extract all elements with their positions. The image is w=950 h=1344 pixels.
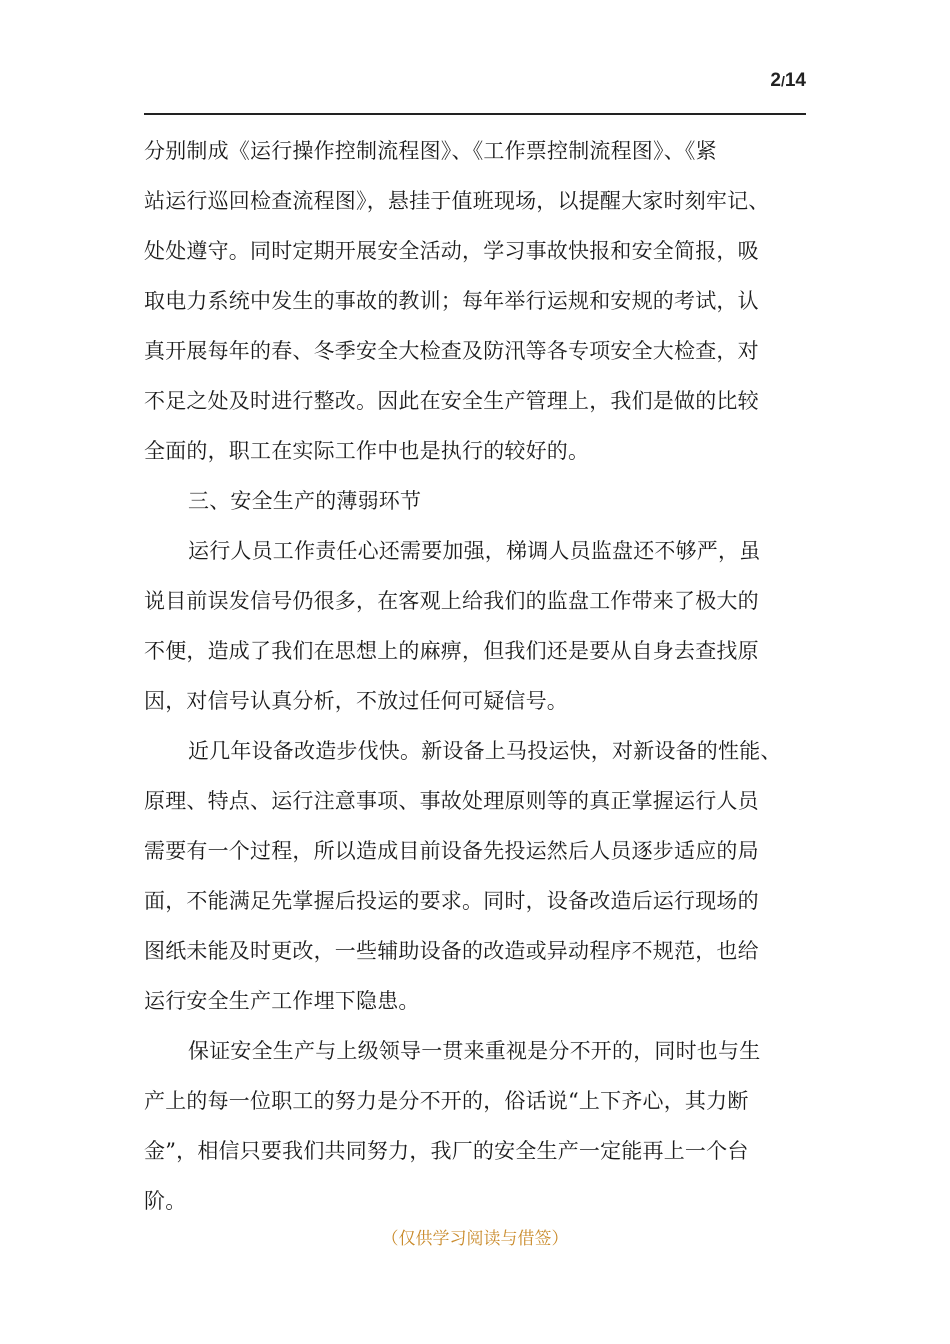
body-line: 阶。 [144,1189,187,1213]
body-line: 真开展每年的春、冬季安全大检查及防汛等各专项安全大检查，对 [144,339,759,363]
document-body [144,126,824,1226]
body-line: 因，对信号认真分析，不放过任何可疑信号。 [144,689,568,713]
section-heading: 三、安全生产的薄弱环节 [188,489,422,513]
body-line: 站运行巡回检查流程图》，悬挂于值班现场，以提醒大家时刻牢记、 [144,189,770,213]
body-line: 全面的，职工在实际工作中也是执行的较好的。 [144,439,590,463]
body-line: 原理、特点、运行注意事项、事故处理原则等的真正掌握运行人员 [144,789,759,813]
body-line: 说目前误发信号仍很多，在客观上给我们的监盘工作带来了极大的 [144,589,759,613]
body-line: 运行安全生产工作埋下隐患。 [144,989,420,1013]
body-line: 金”，相信只要我们共同努力，我厂的安全生产一定能再上一个台 [144,1139,749,1163]
page-number [770,70,806,92]
body-line: 不足之处及时进行整改。因此在安全生产管理上，我们是做的比较 [144,389,759,413]
body-line: 不便，造成了我们在思想上的麻痹，但我们还是要从自身去查找原 [144,639,759,663]
header-divider [144,113,806,115]
body-line: 处处遵守。同时定期开展安全活动，学习事故快报和安全简报，吸 [144,239,759,263]
footer-note: （仅供学习阅读与借签） [381,1229,569,1249]
page-current: 2 [770,70,781,91]
body-line: 取电力系统中发生的事故的教训；每年举行运规和安规的考试，认 [144,289,759,313]
body-line: 保证安全生产与上级领导一贯来重视是分不开的，同时也与生 [188,1039,761,1063]
body-line: 分别制成《运行操作控制流程图》、《工作票控制流程图》、《紧 [144,139,717,163]
body-line: 图纸未能及时更改，一些辅助设备的改造或异动程序不规范，也给 [144,939,759,963]
body-line: 产上的每一位职工的努力是分不开的，俗话说“上下齐心，其力断 [144,1089,749,1113]
body-line: 需要有一个过程，所以造成目前设备先投运然后人员逐步适应的局 [144,839,759,863]
body-line: 近几年设备改造步伐快。新设备上马投运快，对新设备的性能、 [188,739,782,763]
body-line: 面，不能满足先掌握后投运的要求。同时，设备改造后运行现场的 [144,889,759,913]
page-separator: / [780,73,785,89]
body-line: 运行人员工作责任心还需要加强，梯调人员监盘还不够严，虽 [188,539,761,563]
page-total: 14 [784,70,806,91]
